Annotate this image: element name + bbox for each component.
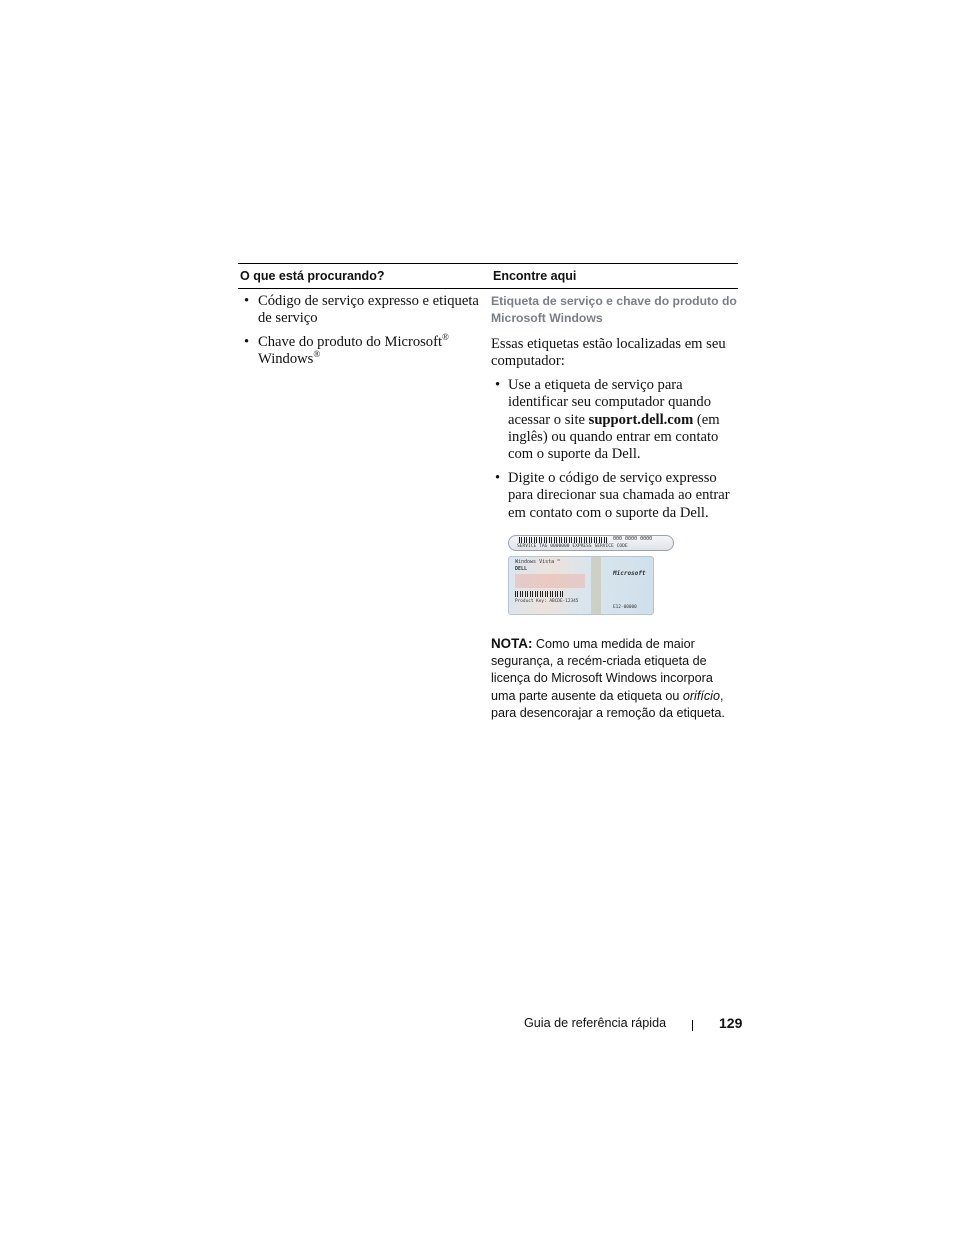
service-tag-label <box>508 535 674 551</box>
coa-barcode <box>515 591 563 597</box>
note-label: NOTA: <box>491 636 533 652</box>
coa-title: Windows Vista ™ <box>515 559 561 566</box>
support-site-link[interactable]: support.dell.com <box>588 411 694 428</box>
table-body-row <box>238 289 738 722</box>
section-heading: Etiqueta de serviço e chave do produto do Microsoft Windows <box>491 294 737 325</box>
service-tag-caption: SERVICE TAG 0000000 EXPRESS SERVICE CODE <box>517 544 628 550</box>
list-item <box>491 377 738 464</box>
registered-mark: ® <box>442 331 449 342</box>
coa-microsoft-logo: Microsoft <box>613 570 646 578</box>
intro-paragraph: Essas etiquetas estão localizadas em seu computador: <box>491 336 726 370</box>
bullet-text: (em inglês) ou quando entrar em contato com o suporte da Dell. <box>508 411 720 463</box>
service-code-value: 000 0000 0000 <box>613 536 653 543</box>
footer-separator <box>692 1020 693 1031</box>
page-number: 129 <box>719 1015 743 1031</box>
list-item <box>238 293 491 328</box>
registered-mark: ® <box>313 349 321 360</box>
windows-coa-label <box>508 556 654 615</box>
instructions-list <box>491 377 738 522</box>
table-header-row <box>238 264 738 288</box>
note-paragraph <box>491 635 738 722</box>
list-item <box>491 470 738 522</box>
list-item <box>238 331 491 369</box>
item-product-key-text-a: Chave do produto do Microsoft <box>258 333 443 350</box>
page-footer <box>0 1016 954 1036</box>
coa-color-band <box>515 574 585 588</box>
header-find-here: Encontre aqui <box>493 269 577 283</box>
coa-code: E12-00000 <box>613 605 637 611</box>
header-what-looking-for: O que está procurando? <box>240 269 385 283</box>
bullet-dot: • <box>244 293 250 309</box>
item-product-key <box>258 331 449 368</box>
bullet-text: Use a etiqueta de serviço para identificar seu computador quando acessar o site <box>508 376 712 428</box>
note-text-b: , para desencorajar a remoção da etiqueta. <box>491 688 725 720</box>
service-tag-barcode <box>519 537 607 543</box>
note-italic-word: orifício <box>682 688 720 703</box>
bullet-text: Digite o código de serviço expresso para direcionar sua chamada ao entrar em contato com o suporte da Dell. <box>508 469 730 521</box>
item-service-code: Código de serviço expresso e etiqueta de serviço <box>258 293 479 327</box>
coa-brand: DELL <box>515 566 528 573</box>
info-table <box>238 263 738 722</box>
coa-hologram-strip <box>591 557 601 614</box>
looking-for-list <box>238 293 491 369</box>
bullet-dot: • <box>244 333 250 350</box>
footer-guide-title: Guia de referência rápida <box>524 1016 667 1030</box>
item-product-key-text-b: Windows <box>258 351 314 368</box>
note-text-a: Como uma medida de maior segurança, a recém-criada etiqueta de licença do Microsoft Windows incorpora uma parte ausente da etiqueta ou <box>491 637 713 703</box>
right-column <box>491 291 738 722</box>
bullet-dot: • <box>495 469 501 486</box>
left-column <box>238 291 491 722</box>
bullet-dot: • <box>495 376 501 393</box>
coa-product-key: Product Key: ABCDE-12345 <box>515 599 579 605</box>
labels-illustration <box>508 535 674 615</box>
